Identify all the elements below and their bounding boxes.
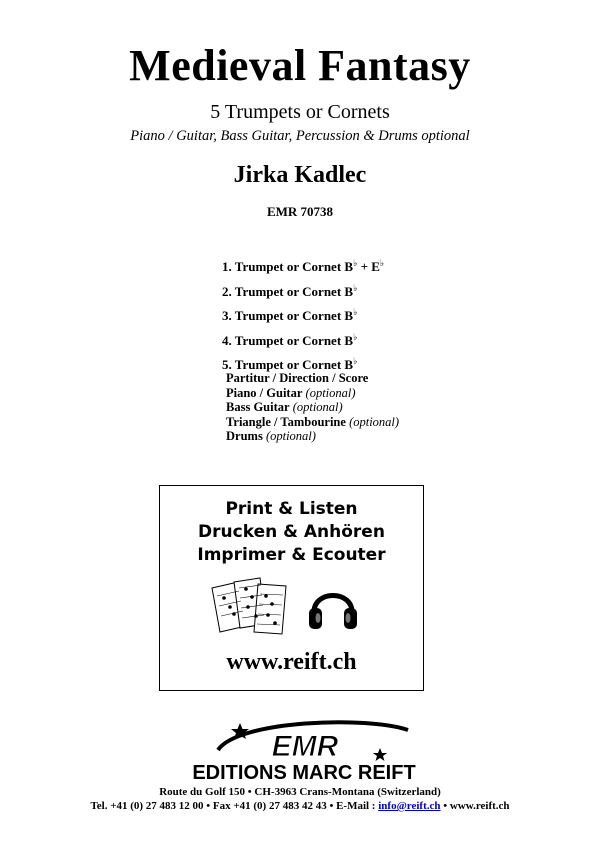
emr-logo xyxy=(158,716,450,782)
optional-note: (optional) xyxy=(262,429,316,444)
part-label: 4. Trumpet or Cornet B xyxy=(222,332,354,348)
promo-line: Imprimer & Ecouter xyxy=(197,545,386,565)
flat-sign: ♭ xyxy=(379,258,385,268)
part-item xyxy=(222,302,384,327)
footer-contact xyxy=(0,800,600,812)
extra-label: Bass Guitar xyxy=(226,400,290,415)
flat-sign: ♭ xyxy=(353,258,358,268)
extra-label: Triangle / Tambourine xyxy=(226,414,346,429)
optional-note: (optional) xyxy=(289,400,343,415)
optional-instruments-line: Piano / Guitar, Bass Guitar, Percussion & Drums optional xyxy=(130,128,470,144)
part-label: 3. Trumpet or Cornet B xyxy=(222,308,354,323)
flat-sign: ♭ xyxy=(353,331,358,342)
sheet-music-icon xyxy=(208,576,300,638)
footer-contact-prefix: Tel. +41 (0) 27 483 12 00 • Fax +41 (0) 27 483 42 43 • E-Mail : xyxy=(90,800,379,812)
footer-address: Route du Golf 150 • CH-3963 Crans-Montana (Switzerland) xyxy=(159,786,441,798)
headphones-icon xyxy=(306,580,360,634)
promo-line: Print & Listen xyxy=(225,499,358,519)
optional-note: (optional) xyxy=(345,414,400,429)
part-item xyxy=(222,253,384,278)
footer-contact-suffix: • www.reift.ch xyxy=(440,800,510,812)
star-icon xyxy=(373,748,387,761)
logo-publisher-text: EDITIONS MARC REIFT xyxy=(192,762,416,782)
flat-sign: ♭ xyxy=(353,356,358,366)
logo-emblem-text: EMR xyxy=(271,730,339,763)
extra-item xyxy=(226,429,399,444)
part-item xyxy=(222,327,384,352)
extras-list xyxy=(226,371,399,444)
catalog-number: EMR 70738 xyxy=(266,204,334,219)
part-item xyxy=(222,278,384,303)
email-link[interactable]: info@reift.ch xyxy=(378,800,441,812)
extra-item xyxy=(226,415,399,430)
instrumentation-subtitle: 5 Trumpets or Cornets xyxy=(210,101,390,123)
composer-name: Jirka Kadlec xyxy=(233,162,367,188)
print-listen-box xyxy=(159,485,424,691)
page-title: Medieval Fantasy xyxy=(129,41,471,90)
extra-item xyxy=(226,400,399,415)
flat-sign: ♭ xyxy=(353,307,358,317)
part-label: 5. Trumpet or Cornet B xyxy=(222,357,354,372)
extra-label: Piano / Guitar xyxy=(226,385,303,400)
part-label: 2. Trumpet or Cornet B xyxy=(222,283,354,299)
parts-list xyxy=(222,253,384,376)
optional-note: (optional) xyxy=(302,385,356,400)
promo-url[interactable]: www.reift.ch xyxy=(226,649,357,675)
part-suffix: + E xyxy=(357,259,380,274)
flat-sign: ♭ xyxy=(353,282,358,293)
extra-label: Drums xyxy=(226,429,263,444)
extra-item xyxy=(226,371,399,386)
extra-item xyxy=(226,386,399,401)
part-label: 1. Trumpet or Cornet B xyxy=(222,259,354,274)
extra-label: Partitur / Direction / Score xyxy=(226,371,369,385)
promo-line: Drucken & Anhören xyxy=(198,522,385,542)
